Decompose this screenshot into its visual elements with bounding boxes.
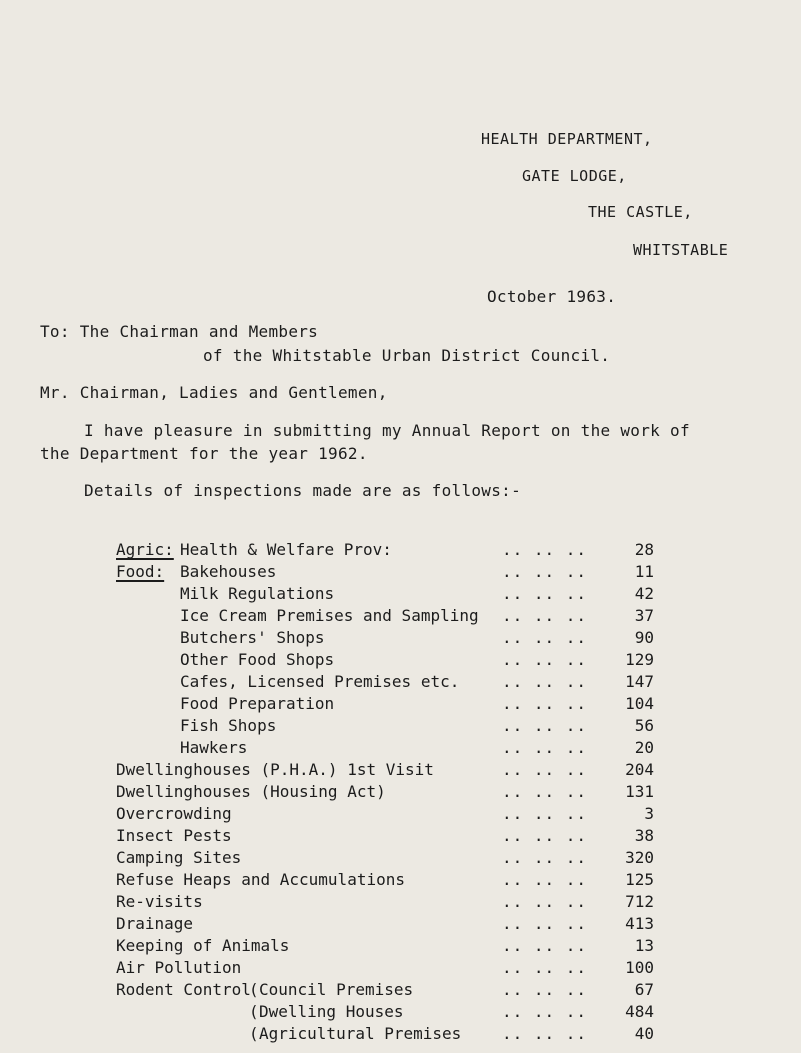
leader-dots: .. .. .. — [502, 562, 588, 581]
brace-glyph: ( — [249, 1024, 259, 1043]
row-item: Agricultural Premises — [259, 1024, 462, 1043]
row-item: Drainage — [116, 914, 194, 933]
row-value: 42 — [634, 584, 654, 603]
row-item: Refuse Heaps and Accumulations — [116, 870, 405, 889]
table-row — [0, 606, 801, 628]
table-row — [0, 738, 801, 760]
leader-dots: .. .. .. — [502, 782, 588, 801]
body-line-2: the Department for the year 1962. — [40, 444, 368, 463]
row-value: 20 — [634, 738, 654, 757]
letterhead-line-2: GATE LODGE, — [522, 167, 627, 185]
table-row — [0, 672, 801, 694]
row-value: 131 — [625, 782, 654, 801]
row-value: 484 — [625, 1002, 654, 1021]
leader-dots: .. .. .. — [502, 936, 588, 955]
row-value: 320 — [625, 848, 654, 867]
row-item: Milk Regulations — [180, 584, 335, 603]
row-value: 125 — [625, 870, 654, 889]
table-row — [0, 826, 801, 848]
table-row — [0, 804, 801, 826]
table-row — [0, 716, 801, 738]
row-value: 147 — [625, 672, 654, 691]
table-row — [0, 782, 801, 804]
table-row — [0, 584, 801, 606]
table-row — [0, 870, 801, 892]
row-value: 3 — [644, 804, 654, 823]
row-item: Ice Cream Premises and Sampling — [180, 606, 479, 625]
leader-dots: .. .. .. — [502, 914, 588, 933]
table-row — [0, 1002, 801, 1024]
row-item: Dwellinghouses (Housing Act) — [116, 782, 386, 801]
table-row — [0, 914, 801, 936]
category-label-agric: Agric: — [116, 540, 174, 559]
row-value: 712 — [625, 892, 654, 911]
row-item: Council Premises — [259, 980, 414, 999]
row-item: Health & Welfare Prov: — [180, 540, 392, 559]
row-value: 37 — [634, 606, 654, 625]
table-row — [0, 958, 801, 980]
table-row — [0, 694, 801, 716]
row-item: Camping Sites — [116, 848, 242, 867]
body-line-1: I have pleasure in submitting my Annual Report on the work of — [84, 421, 690, 440]
brace-glyph: ( — [249, 1002, 259, 1021]
row-item: Dwelling Houses — [259, 1002, 404, 1021]
salutation: Mr. Chairman, Ladies and Gentlemen, — [40, 383, 388, 402]
leader-dots: .. .. .. — [502, 628, 588, 647]
leader-dots: .. .. .. — [502, 848, 588, 867]
row-value: 13 — [634, 936, 654, 955]
row-value: 38 — [634, 826, 654, 845]
row-value: 40 — [634, 1024, 654, 1043]
leader-dots: .. .. .. — [502, 980, 588, 999]
row-value: 413 — [625, 914, 654, 933]
row-item: Other Food Shops — [180, 650, 335, 669]
leader-dots: .. .. .. — [502, 804, 588, 823]
row-value: 56 — [634, 716, 654, 735]
row-item: Keeping of Animals — [116, 936, 290, 955]
row-item: Bakehouses — [180, 562, 277, 581]
leader-dots: .. .. .. — [502, 716, 588, 735]
row-item: Hawkers — [180, 738, 248, 757]
leader-dots: .. .. .. — [502, 1024, 588, 1043]
row-value: 204 — [625, 760, 654, 779]
table-row — [0, 892, 801, 914]
row-item: Overcrowding — [116, 804, 232, 823]
leader-dots: .. .. .. — [502, 584, 588, 603]
row-item: Insect Pests — [116, 826, 232, 845]
letterhead-line-1: HEALTH DEPARTMENT, — [481, 130, 653, 148]
row-item: Cafes, Licensed Premises etc. — [180, 672, 460, 691]
row-value: 28 — [634, 540, 654, 559]
row-value: 11 — [634, 562, 654, 581]
rodent-control-label: Rodent Control — [116, 980, 251, 999]
row-item: Food Preparation — [180, 694, 335, 713]
table-row — [0, 848, 801, 870]
table-row — [0, 650, 801, 672]
leader-dots: .. .. .. — [502, 892, 588, 911]
row-value: 90 — [634, 628, 654, 647]
letterhead-line-3: THE CASTLE, — [588, 203, 693, 221]
leader-dots: .. .. .. — [502, 672, 588, 691]
leader-dots: .. .. .. — [502, 1002, 588, 1021]
leader-dots: .. .. .. — [502, 606, 588, 625]
addressee-line-1: To: The Chairman and Members — [40, 322, 319, 341]
table-row — [0, 562, 801, 584]
category-label-food: Food: — [116, 562, 165, 581]
row-item: Dwellinghouses (P.H.A.) 1st Visit — [116, 760, 434, 779]
letter-date: October 1963. — [487, 287, 617, 306]
table-row — [0, 540, 801, 562]
addressee-line-2: of the Whitstable Urban District Council. — [203, 346, 611, 365]
leader-dots: .. .. .. — [502, 738, 588, 757]
row-value: 129 — [625, 650, 654, 669]
leader-dots: .. .. .. — [502, 826, 588, 845]
row-item: Re-visits — [116, 892, 203, 911]
row-item: Air Pollution — [116, 958, 242, 977]
row-item: Butchers' Shops — [180, 628, 325, 647]
table-row — [0, 760, 801, 782]
leader-dots: .. .. .. — [502, 650, 588, 669]
leader-dots: .. .. .. — [502, 958, 588, 977]
row-value: 100 — [625, 958, 654, 977]
leader-dots: .. .. .. — [502, 760, 588, 779]
leader-dots: .. .. .. — [502, 870, 588, 889]
table-row — [0, 1024, 801, 1046]
row-value: 104 — [625, 694, 654, 713]
leader-dots: .. .. .. — [502, 694, 588, 713]
row-item: Fish Shops — [180, 716, 277, 735]
row-value: 67 — [634, 980, 654, 999]
letterhead-line-4: WHITSTABLE — [633, 241, 729, 259]
table-row — [0, 980, 801, 1002]
brace-glyph: ( — [249, 980, 259, 999]
intro-line: Details of inspections made are as follows:- — [84, 481, 522, 500]
leader-dots: .. .. .. — [502, 540, 588, 559]
table-row — [0, 936, 801, 958]
table-row — [0, 628, 801, 650]
